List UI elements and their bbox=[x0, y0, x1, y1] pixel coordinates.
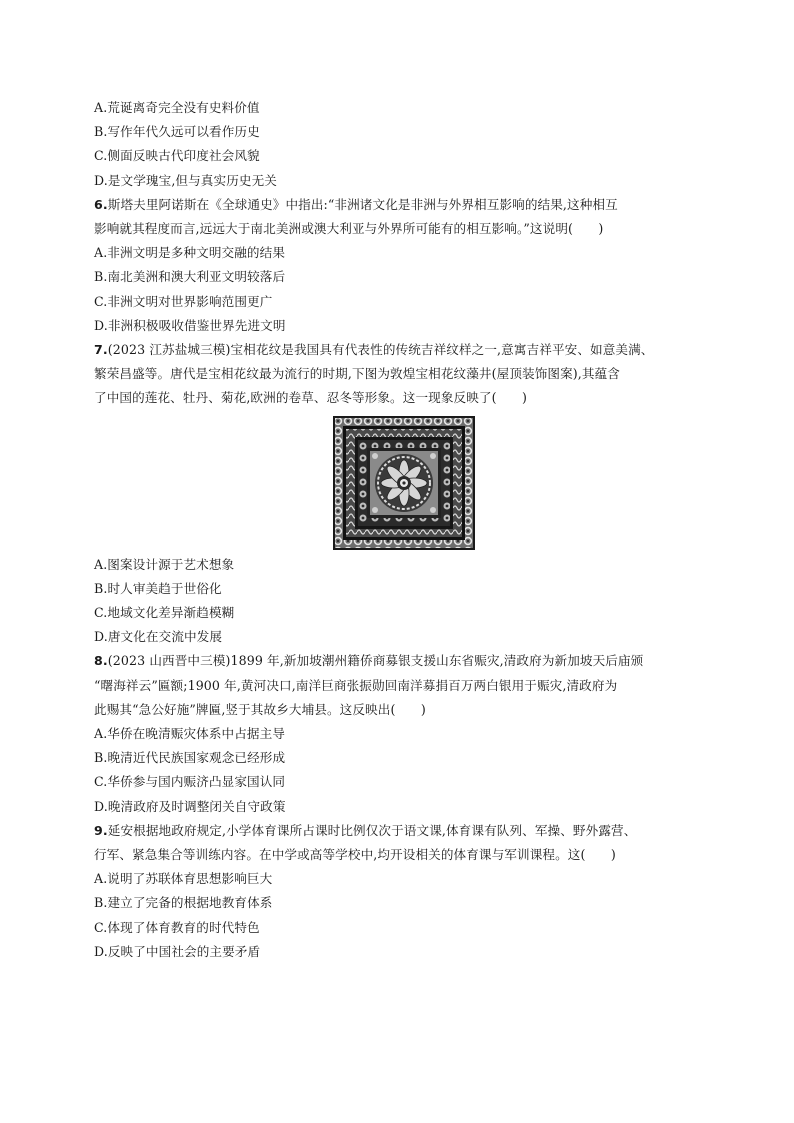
q7-option-a: A.图案设计源于艺术想象 bbox=[94, 556, 235, 572]
q5-option-a: A.荒诞离奇完全没有史料价值 bbox=[94, 100, 260, 115]
q9-number: 9. bbox=[94, 822, 108, 838]
q8-stem-line-3: 此赐其“急公好施”牌匾,竖于其故乡大埔县。这反映出( ) bbox=[94, 701, 426, 717]
q8-stem-line-1 bbox=[94, 649, 714, 673]
q6-stem-text-1: 斯塔夫里阿诺斯在《全球通史》中指出:“非洲诸文化是非洲与外界相互影响的结果,这种相互 bbox=[107, 196, 618, 212]
q5-option-c: C.侧面反映古代印度社会风貌 bbox=[94, 148, 260, 164]
q5-options bbox=[94, 96, 714, 193]
q6-option-c: C.非洲文明对世界影响范围更广 bbox=[94, 293, 273, 309]
q9-stem-line-1 bbox=[94, 819, 714, 843]
q7-stem-line-3: 了中国的莲花、牡丹、菊花,欧洲的卷草、忍冬等形象。这一现象反映了( ) bbox=[94, 390, 528, 406]
q9-option-b: B.建立了完备的根据地教育体系 bbox=[94, 895, 273, 911]
baoxianghua-caisson-pattern-image bbox=[333, 416, 475, 550]
q7-number: 7. bbox=[94, 342, 108, 358]
q8-option-c: C.华侨参与国内赈济凸显家国认同 bbox=[94, 774, 286, 790]
exam-page bbox=[94, 96, 714, 964]
q7-figure bbox=[94, 415, 714, 551]
q6-stem-line-1 bbox=[94, 193, 714, 217]
q9-option-d: D.反映了中国社会的主要矛盾 bbox=[94, 943, 261, 959]
q9-stem-line-2: 行军、紧急集合等训练内容。在中学或高等学校中,均开设相关的体育课与军训课程。这( ) bbox=[94, 847, 616, 863]
q8-stem-line-2: “曙海祥云”匾额;1900 年,黄河决口,南洋巨商张振勋回南洋募捐百万两白银用于赈灾,清政府为 bbox=[94, 677, 618, 693]
q7-stem-text-1: (2023 江苏盐城三模)宝相花纹是我国具有代表性的传统吉祥纹样之一,意寓吉祥平安、如意美满、 bbox=[107, 342, 654, 358]
question-8 bbox=[94, 649, 714, 818]
q7-option-c: C.地域文化差异渐趋模糊 bbox=[94, 605, 235, 621]
q6-option-b: B.南北美洲和澳大利亚文明较落后 bbox=[94, 269, 286, 285]
q9-stem-text-1: 延安根据地政府规定,小学体育课所占课时比例仅次于语文课,体育课有队列、军操、野外露营、 bbox=[107, 822, 637, 838]
q7-stem-line-2: 繁荣昌盛等。唐代是宝相花纹最为流行的时期,下图为敦煌宝相花纹藻井(屋顶装饰图案),其蕴含 bbox=[94, 366, 620, 382]
q7-option-b: B.时人审美趋于世俗化 bbox=[94, 580, 222, 596]
q8-option-d: D.晚清政府及时调整闭关自守政策 bbox=[94, 798, 286, 814]
q6-number: 6. bbox=[94, 196, 108, 212]
q6-option-d: D.非洲积极吸收借鉴世界先进文明 bbox=[94, 317, 286, 333]
q8-option-a: A.华侨在晚清赈灾体系中占据主导 bbox=[94, 726, 286, 742]
question-7 bbox=[94, 338, 714, 649]
q5-option-b: B.写作年代久远可以看作历史 bbox=[94, 124, 260, 140]
q7-option-d: D.唐文化在交流中发展 bbox=[94, 629, 223, 645]
q9-option-c: C.体现了体育教育的时代特色 bbox=[94, 919, 260, 935]
q8-stem-text-1: (2023 山西晋中三模)1899 年,新加坡潮州籍侨商募银支援山东省赈灾,清政府为新加坡天后庙颁 bbox=[107, 653, 644, 669]
q6-option-a: A.非洲文明是多种文明交融的结果 bbox=[94, 245, 286, 261]
q6-stem-line-2: 影响就其程度而言,远远大于南北美洲或澳大利亚与外界所可能有的相互影响。”这说明( ) bbox=[94, 221, 604, 237]
q5-option-d: D.是文学瑰宝,但与真实历史无关 bbox=[94, 172, 277, 188]
q8-option-b: B.晚清近代民族国家观念已经形成 bbox=[94, 750, 286, 766]
q8-number: 8. bbox=[94, 653, 108, 669]
q9-option-a: A.说明了苏联体育思想影响巨大 bbox=[94, 871, 273, 887]
q7-stem-line-1 bbox=[94, 338, 714, 362]
question-9 bbox=[94, 819, 714, 964]
question-6 bbox=[94, 193, 714, 338]
